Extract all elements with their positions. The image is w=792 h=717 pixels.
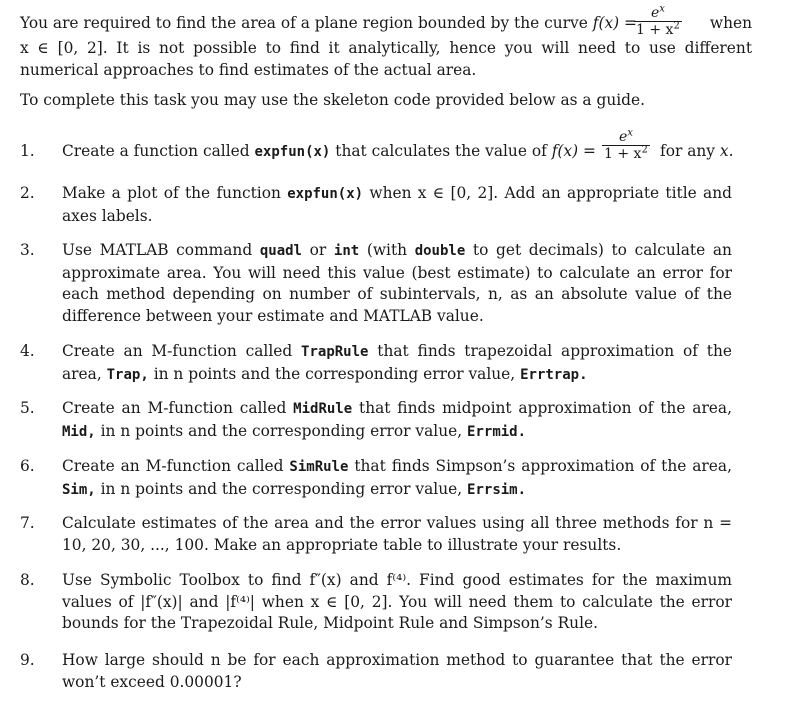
intro-text-1 xyxy=(20,13,637,35)
item5-text-b: that finds midpoint approximation of the area, xyxy=(359,399,732,417)
intro-fraction xyxy=(634,3,682,38)
item-body xyxy=(62,398,732,443)
code-traprule: TrapRule xyxy=(301,344,369,360)
intro-frac-den-sup: 2 xyxy=(673,20,680,32)
item5-text-c: in n points and the corresponding error value, xyxy=(100,421,463,440)
list-item xyxy=(20,570,732,635)
code-sim: Sim, xyxy=(62,481,96,498)
item4-text-b: that finds trapezoidal approximation of the area, xyxy=(62,342,732,383)
item-body xyxy=(62,341,732,386)
item-number: 1. xyxy=(20,142,35,160)
item-number: 4. xyxy=(20,342,35,360)
item-body: How large should n be for each approximation method to guarantee that the error won’t exceed 0.00001? xyxy=(62,651,732,691)
code-expfun: expfun(x) xyxy=(254,144,331,160)
list-item xyxy=(20,650,732,693)
item-body: Use Symbolic Toolbox to find f″(x) and f⁽⁴⁾. Find good estimates for the maximum values of |f″(x)| and |f⁽⁴⁾| when x ∈ [0, 2]. You will need them to calculate the error bounds for the Trapezoidal Rule, Midpoint Rule and Simpson’s Rule. xyxy=(62,571,732,633)
item-body xyxy=(62,456,732,501)
item6-text-b: that finds Simpson’s approximation of the area, xyxy=(354,457,732,475)
item1-frac-num-sup: x xyxy=(627,127,633,139)
item1-fraction xyxy=(602,127,650,162)
item-number: 7. xyxy=(20,514,35,532)
list-item xyxy=(20,183,732,227)
list-item xyxy=(20,240,732,327)
code-errsim: Errsim. xyxy=(467,481,527,498)
intro-when: when xyxy=(709,14,752,32)
item1-frac-den: 1 + x xyxy=(604,146,642,162)
code-mid: Mid, xyxy=(62,423,96,440)
item1-frac-num: e xyxy=(618,129,628,145)
item5-text-a: Create an M-function called xyxy=(62,399,287,417)
intro-paragraph-3: To complete this task you may use the skeleton code provided below as a guide. xyxy=(20,91,646,110)
item2-text-b: when x ∈ [0, 2]. Add an appropriate title and axes labels. xyxy=(62,184,732,225)
item4-text-c: in n points and the corresponding error value, xyxy=(153,364,516,383)
item2-text-a: Make a plot of the function xyxy=(62,184,281,202)
code-double: double xyxy=(414,243,466,259)
list-item xyxy=(20,513,732,556)
item4-text-a: Create an M-function called xyxy=(62,342,293,360)
intro-paragraph-2: x ∈ [0, 2]. It is not possible to find it analytically, hence you will need to use different numerical approaches to find estimates of the actual area. xyxy=(20,39,752,79)
code-trap: Trap, xyxy=(106,366,149,383)
item-number: 3. xyxy=(20,241,35,259)
item3-with: (with xyxy=(366,241,408,259)
intro-line1-text: You are required to find the area of a plane region bounded by the curve xyxy=(20,14,588,32)
item-number: 5. xyxy=(20,399,35,417)
item1-pre: Create a function called xyxy=(62,142,250,160)
code-int: int xyxy=(333,243,360,259)
intro-line-1 xyxy=(20,3,752,38)
list-item xyxy=(20,456,732,501)
item3-text-a: Use MATLAB command xyxy=(62,241,253,259)
list-item xyxy=(20,341,732,386)
intro-frac-den: 1 + x xyxy=(636,22,674,38)
code-simrule: SimRule xyxy=(289,459,349,475)
item-body xyxy=(62,183,732,227)
item3-text-b: to get decimals) to calculate an approximate area. You will need this value (best estimate) to calculate an error for each method depending on number of subintervals, n, as an absolute value of the difference between your estimate and MATLAB value. xyxy=(62,241,732,325)
document-page xyxy=(20,3,752,112)
intro-frac-num: e xyxy=(650,5,660,21)
intro-frac-num-sup: x xyxy=(659,3,665,15)
item1-var: x. xyxy=(719,142,734,160)
item3-or: or xyxy=(309,241,327,259)
item1-fx: f(x) = xyxy=(551,142,596,160)
code-errmid: Errmid. xyxy=(467,423,527,440)
item1-post: for any xyxy=(660,142,715,160)
code-quadl: quadl xyxy=(259,243,302,259)
item1-frac-den-sup: 2 xyxy=(641,144,648,156)
item-number: 2. xyxy=(20,184,35,202)
code-errtrap: Errtrap. xyxy=(520,366,588,383)
code-midrule: MidRule xyxy=(293,401,353,417)
code-expfun: expfun(x) xyxy=(287,186,364,202)
item-body xyxy=(62,240,732,327)
list-item xyxy=(20,398,732,443)
list-item xyxy=(20,127,734,174)
item-number: 8. xyxy=(20,571,35,589)
item-number: 6. xyxy=(20,457,35,475)
intro-fx-lhs: f(x) = xyxy=(592,14,637,32)
item-number: 9. xyxy=(20,651,35,669)
item1-mid: that calculates the value of xyxy=(335,142,547,160)
item6-text-a: Create an M-function called xyxy=(62,457,284,475)
item6-text-c: in n points and the corresponding error value, xyxy=(100,479,463,498)
item-body: Calculate estimates of the area and the error values using all three methods for n = 10, 20, 30, ..., 100. Make an appropriate table to illustrate your results. xyxy=(62,514,732,554)
